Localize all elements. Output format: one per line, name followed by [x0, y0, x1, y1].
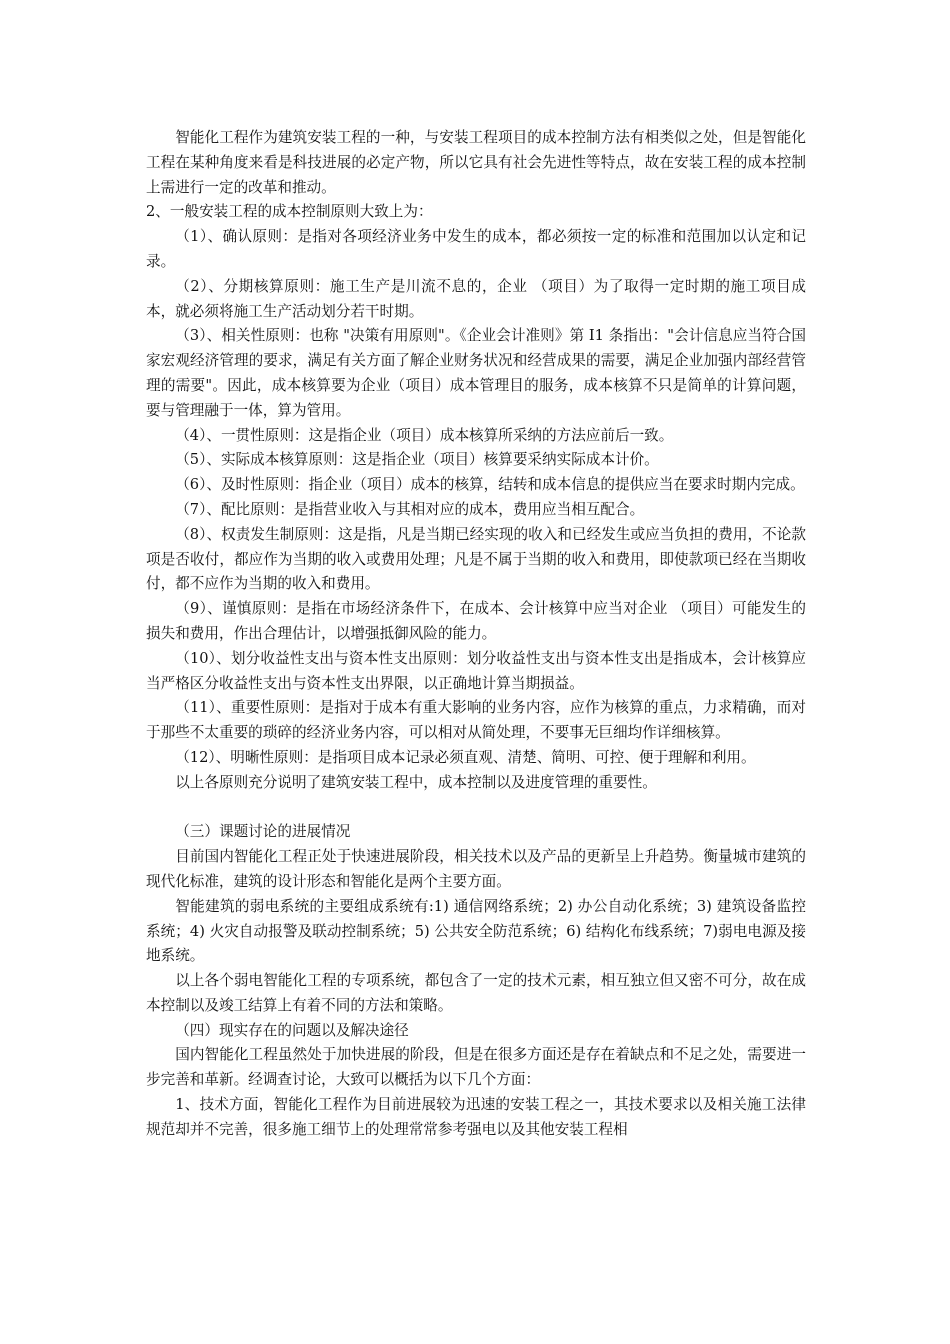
paragraph-summary: 以上各原则充分说明了建筑安装工程中，成本控制以及进度管理的重要性。: [175, 773, 657, 791]
principle-2: （2）、分期核算原则：施工生产是川流不息的，企业 （项目）为了取得一定时期的施工项目成本，就必须将施工生产活动划分若干时期。: [146, 277, 806, 320]
principle-7: （7）、配比原则：是指营业收入与其相对应的成本，费用应当相互配合。: [175, 500, 645, 518]
principle-8: （8）、权责发生制原则：这是指，凡是当期已经实现的收入和已经发生或应当负担的费用，不论款项是否收付，都应作为当期的收入或费用处理；凡是不属于当期的收入和费用，即使款项已经在当期收付，都不应作为当期的收入和费用。: [146, 525, 806, 593]
principle-1: （1）、确认原则：是指对各项经济业务中发生的成本，都必须按一定的标准和范围加以认定和记录。: [146, 228, 806, 270]
document-body: [146, 126, 806, 1143]
principle-9: （9）、谨慎原则：是指在市场经济条件下，在成本、会计核算中应当对企业 （项目）可能发生的损失和费用，作出合理估计，以增强抵御风险的能力。: [146, 600, 806, 642]
paragraph-problems: 国内智能化工程虽然处于加快进展的阶段，但是在很多方面还是存在着缺点和不足之处，需要进一步完善和革新。经调查讨论，大致可以概括为以下几个方面：: [146, 1046, 806, 1089]
section-heading-problems: （四）现实存在的问题以及解决途径: [175, 1021, 409, 1039]
paragraph-intro: 智能化工程作为建筑安装工程的一种，与安装工程项目的成本控制方法有相类似之处，但是智能化工程在某种角度来看是科技进展的必定产物，所以它具有社会先进性等特点，故在安装工程的成本控制上需进行一定的改革和推动。: [146, 129, 806, 196]
paragraph-spacer: [146, 796, 806, 821]
section-heading-progress: （三）课题讨论的进展情况: [175, 823, 351, 841]
paragraph-progress: 目前国内智能化工程正处于快速进展阶段，相关技术以及产品的更新呈上升趋势。衡量城市建筑的现代化标准，建筑的设计形态和智能化是两个主要方面。: [146, 848, 806, 890]
principle-11: （11）、重要性原则：是指对于成本有重大影响的业务内容，应作为核算的重点，力求精确，而对于那些不太重要的琐碎的经济业务内容，可以相对从简处理，不要事无巨细均作详细核算。: [146, 699, 806, 742]
principle-6: （6）、及时性原则：指企业（项目）成本的核算，结转和成本信息的提供应当在要求时期内完成。: [175, 476, 805, 494]
paragraph-systems-summary: 以上各个弱电智能化工程的专项系统，都包含了一定的技术元素，相互独立但又密不可分，故在成本控制以及竣工结算上有着不同的方法和策略。: [146, 972, 806, 1014]
principle-5: （5）、实际成本核算原则：这是指企业（项目）核算要采纳实际成本计价。: [175, 451, 659, 469]
paragraph-weak-current-systems: 智能建筑的弱电系统的主要组成系统有:1) 通信网络系统；2) 办公自动化系统；3) 建筑设备监控系统；4) 火灾自动报警及联动控制系统；5) 公共安全防范系统；6) 结构化布线系统；7)弱电电源及接地系统。: [146, 897, 806, 965]
principle-12: （12）、明晰性原则：是指项目成本记录必须直观、清楚、简明、可控、便于理解和利用。: [175, 748, 756, 766]
principle-4: （4）、一贯性原则：这是指企业（项目）成本核算所采纳的方法应前后一致。: [175, 426, 674, 444]
heading-principles: 2、一般安装工程的成本控制原则大致上为：: [146, 203, 433, 221]
principle-3: （3）、相关性原则：也称 "决策有用原则"。《企业会计准则》第 I1 条指出："会计信息应当符合国家宏观经济管理的要求，满足有关方面了解企业财务状况和经营成果的需要，满足企业加强内部经营管理的需要"。因此，成本核算要为企业（项目）成本管理目的服务，成本核算不只是简单的计算问题，要与管理融于一体，算为管用。: [146, 327, 806, 419]
principle-10: （10）、划分收益性支出与资本性支出原则：划分收益性支出与资本性支出是指成本，会计核算应当严格区分收益性支出与资本性支出界限，以正确地计算当期损益。: [146, 649, 806, 692]
paragraph-technical: 1、技术方面，智能化工程作为目前进展较为迅速的安装工程之一，其技术要求以及相关施工法律规范却并不完善，很多施工细节上的处理常常参考强电以及其他安装工程相: [146, 1096, 806, 1138]
